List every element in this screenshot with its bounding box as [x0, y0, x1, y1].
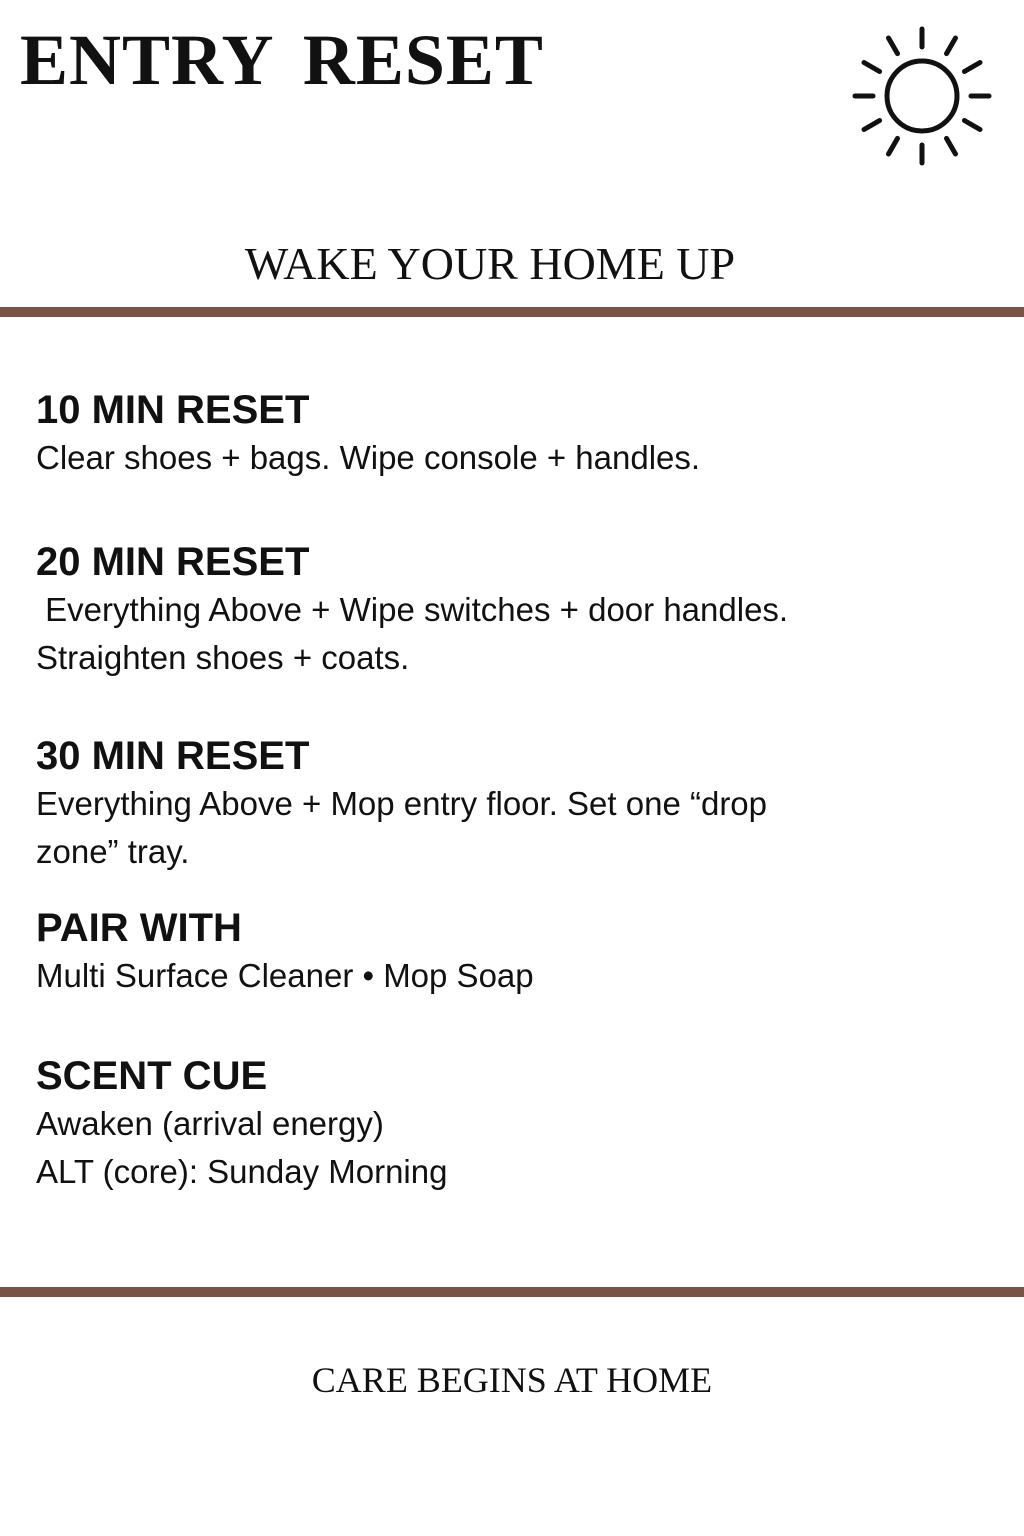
section-pair-with	[36, 904, 936, 1000]
top-divider	[0, 307, 1024, 317]
section-heading: PAIR WITH	[36, 906, 242, 950]
section-heading: 20 MIN RESET	[36, 540, 310, 584]
footer-tagline: CARE BEGINS AT HOME	[311, 1360, 713, 1400]
section-text: Straighten shoes + coats.	[36, 639, 410, 676]
section-30-min-reset	[36, 732, 936, 876]
section-text: Multi Surface Cleaner • Mop Soap	[36, 957, 534, 994]
section-scent-cue	[36, 1052, 936, 1196]
section-text: zone” tray.	[36, 833, 190, 870]
section-heading: 30 MIN RESET	[36, 734, 310, 778]
sun-icon	[852, 26, 992, 166]
section-heading: SCENT CUE	[36, 1054, 268, 1098]
bottom-divider	[0, 1287, 1024, 1297]
page-title: ENTRY RESET	[20, 20, 544, 100]
section-10-min-reset	[36, 386, 936, 482]
subtitle: WAKE YOUR HOME UP	[244, 238, 736, 289]
section-text: Clear shoes + bags. Wipe console + handles.	[36, 439, 701, 476]
section-text: Awaken (arrival energy)	[36, 1105, 384, 1142]
section-text: Everything Above + Wipe switches + door handles.	[36, 591, 789, 628]
section-20-min-reset	[36, 538, 936, 682]
section-heading: 10 MIN RESET	[36, 388, 310, 432]
section-text: Everything Above + Mop entry floor. Set one “drop	[36, 785, 768, 822]
section-text: ALT (core): Sunday Morning	[36, 1153, 448, 1190]
